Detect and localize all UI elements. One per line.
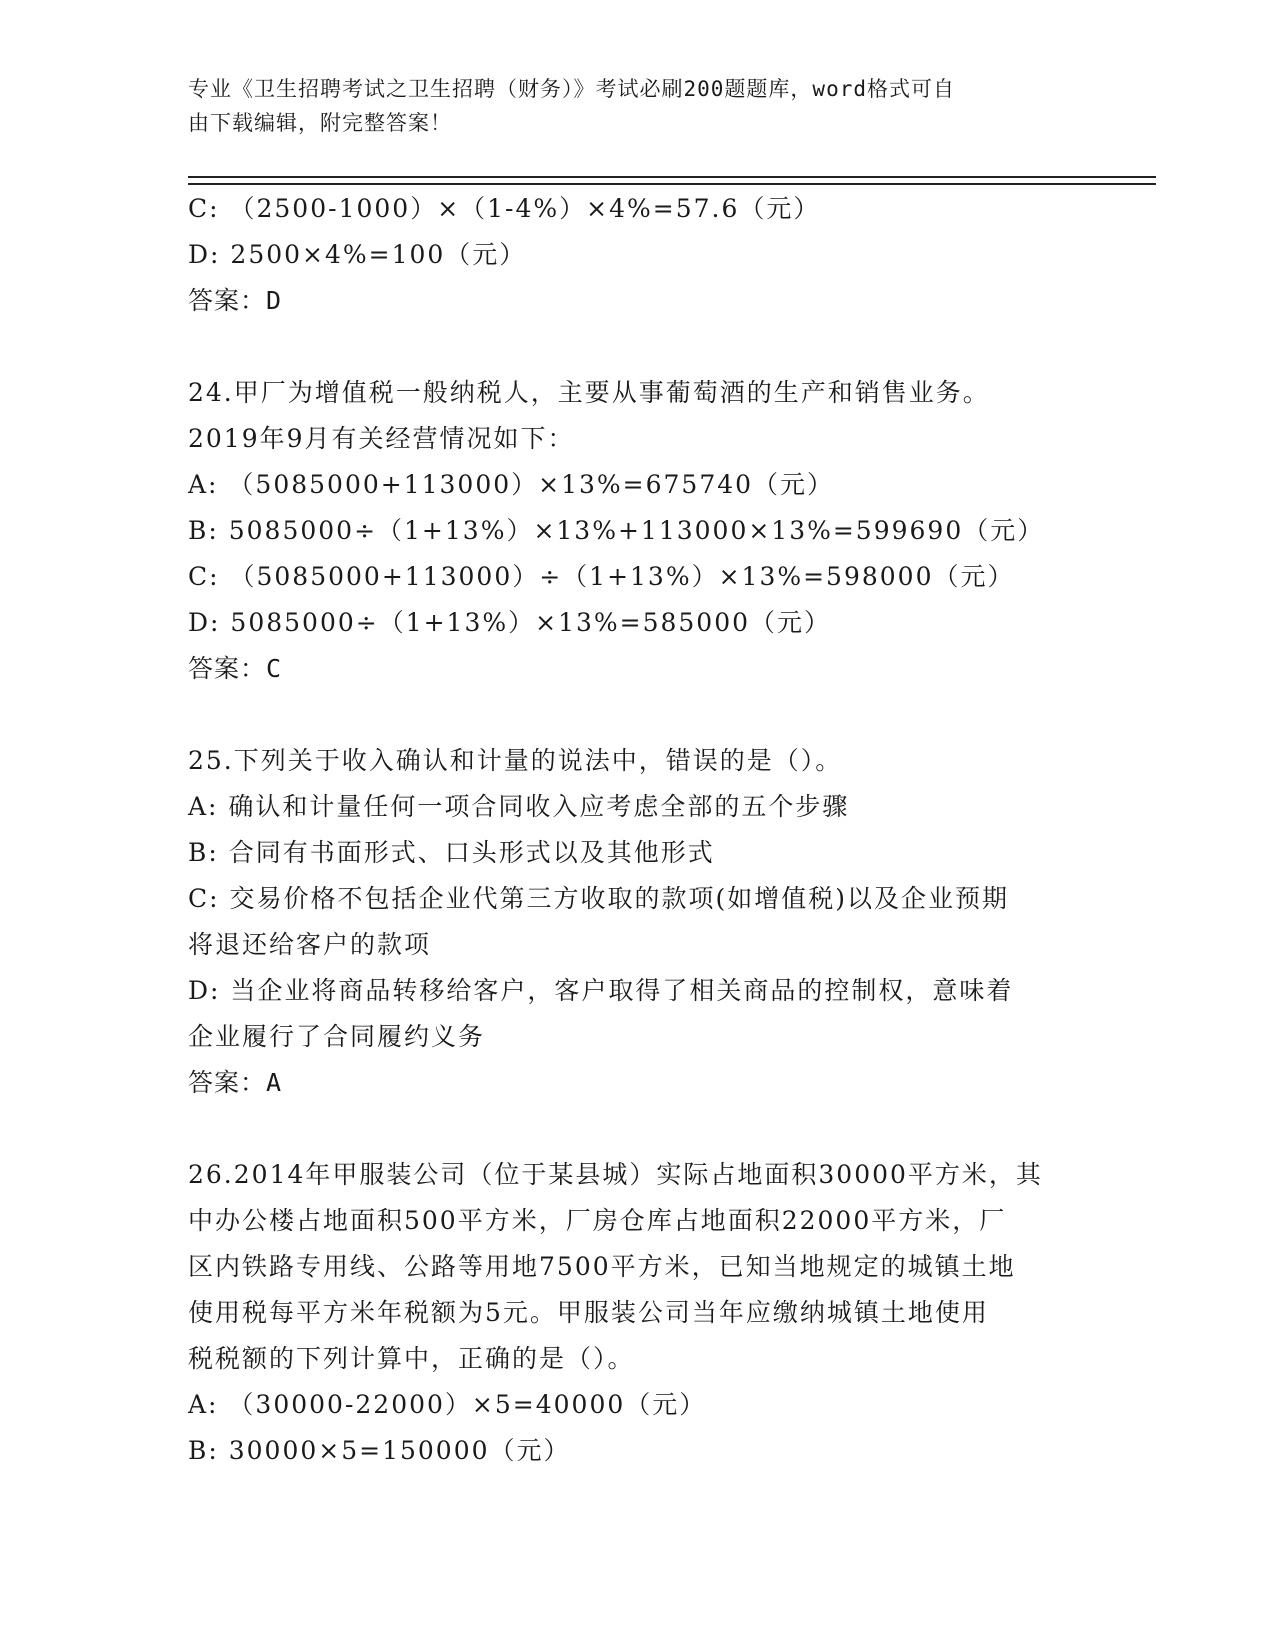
spacer bbox=[188, 1106, 1088, 1152]
q26-stem-line-5: 税税额的下列计算中，正确的是（）。 bbox=[188, 1344, 635, 1373]
q24-option-a: A: （5085000+113000）×13%=675740（元） bbox=[188, 470, 835, 499]
document-header bbox=[188, 72, 1068, 140]
q25-option-d-line-1: D: 当企业将商品转移给客户，客户取得了相关商品的控制权，意味着 bbox=[188, 976, 1014, 1005]
header-rule-bottom bbox=[188, 183, 1156, 185]
q24-option-c: C: （5085000+113000）÷（1+13%）×13%=598000（元） bbox=[188, 562, 1015, 591]
q25-option-c-line-1: C: 交易价格不包括企业代第三方收取的款项(如增值税)以及企业预期 bbox=[188, 884, 1010, 913]
q25-option-a: A: 确认和计量任何一项合同收入应考虑全部的五个步骤 bbox=[188, 792, 850, 821]
q24-option-d: D: 5085000÷（1+13%）×13%=585000（元） bbox=[188, 608, 832, 637]
q26-stem-line-1: 26.2014年甲服装公司（位于某县城）实际占地面积30000平方米，其 bbox=[188, 1160, 1043, 1189]
q26-option-a: A: （30000-22000）×5=40000（元） bbox=[188, 1390, 707, 1419]
q25-option-c-line-2: 将退还给客户的款项 bbox=[188, 930, 432, 959]
q26-option-b: B: 30000×5=150000（元） bbox=[188, 1436, 571, 1465]
q23-option-c: C: （2500-1000）×（1-4%）×4%=57.6（元） bbox=[188, 194, 821, 223]
q23-answer: 答案：D bbox=[188, 286, 283, 315]
header-rule-top bbox=[188, 176, 1156, 178]
q25-option-d-line-2: 企业履行了合同履约义务 bbox=[188, 1022, 486, 1051]
question-24 bbox=[188, 370, 1088, 692]
question-23 bbox=[188, 186, 1088, 324]
header-line-2: 由下载编辑，附完整答案！ bbox=[188, 111, 452, 135]
header-line-1: 专业《卫生招聘考试之卫生招聘（财务）》考试必刷200题题库，word格式可自 bbox=[188, 77, 955, 101]
q23-option-d: D: 2500×4%=100（元） bbox=[188, 240, 527, 269]
question-25 bbox=[188, 738, 1088, 1106]
q26-stem-line-4: 使用税每平方米年税额为5元。甲服装公司当年应缴纳城镇土地使用 bbox=[188, 1298, 989, 1327]
q24-option-b: B: 5085000÷（1+13%）×13%+113000×13%=599690（元） bbox=[188, 516, 1045, 545]
question-26 bbox=[188, 1152, 1088, 1474]
q24-answer: 答案：C bbox=[188, 654, 283, 683]
q25-option-b: B: 合同有书面形式、口头形式以及其他形式 bbox=[188, 838, 715, 867]
q26-stem-line-2: 中办公楼占地面积500平方米，厂房仓库占地面积22000平方米，厂 bbox=[188, 1206, 1007, 1235]
spacer bbox=[188, 692, 1088, 738]
q25-stem: 25.下列关于收入确认和计量的说法中，错误的是（）。 bbox=[188, 746, 843, 775]
q25-answer: 答案：A bbox=[188, 1068, 283, 1097]
q24-stem-line-2: 2019年9月有关经营情况如下： bbox=[188, 424, 575, 453]
q24-stem-line-1: 24.甲厂为增值税一般纳税人，主要从事葡萄酒的生产和销售业务。 bbox=[188, 378, 990, 407]
q26-stem-line-3: 区内铁路专用线、公路等用地7500平方米，已知当地规定的城镇土地 bbox=[188, 1252, 1016, 1281]
spacer bbox=[188, 324, 1088, 370]
document-body bbox=[188, 186, 1088, 1474]
